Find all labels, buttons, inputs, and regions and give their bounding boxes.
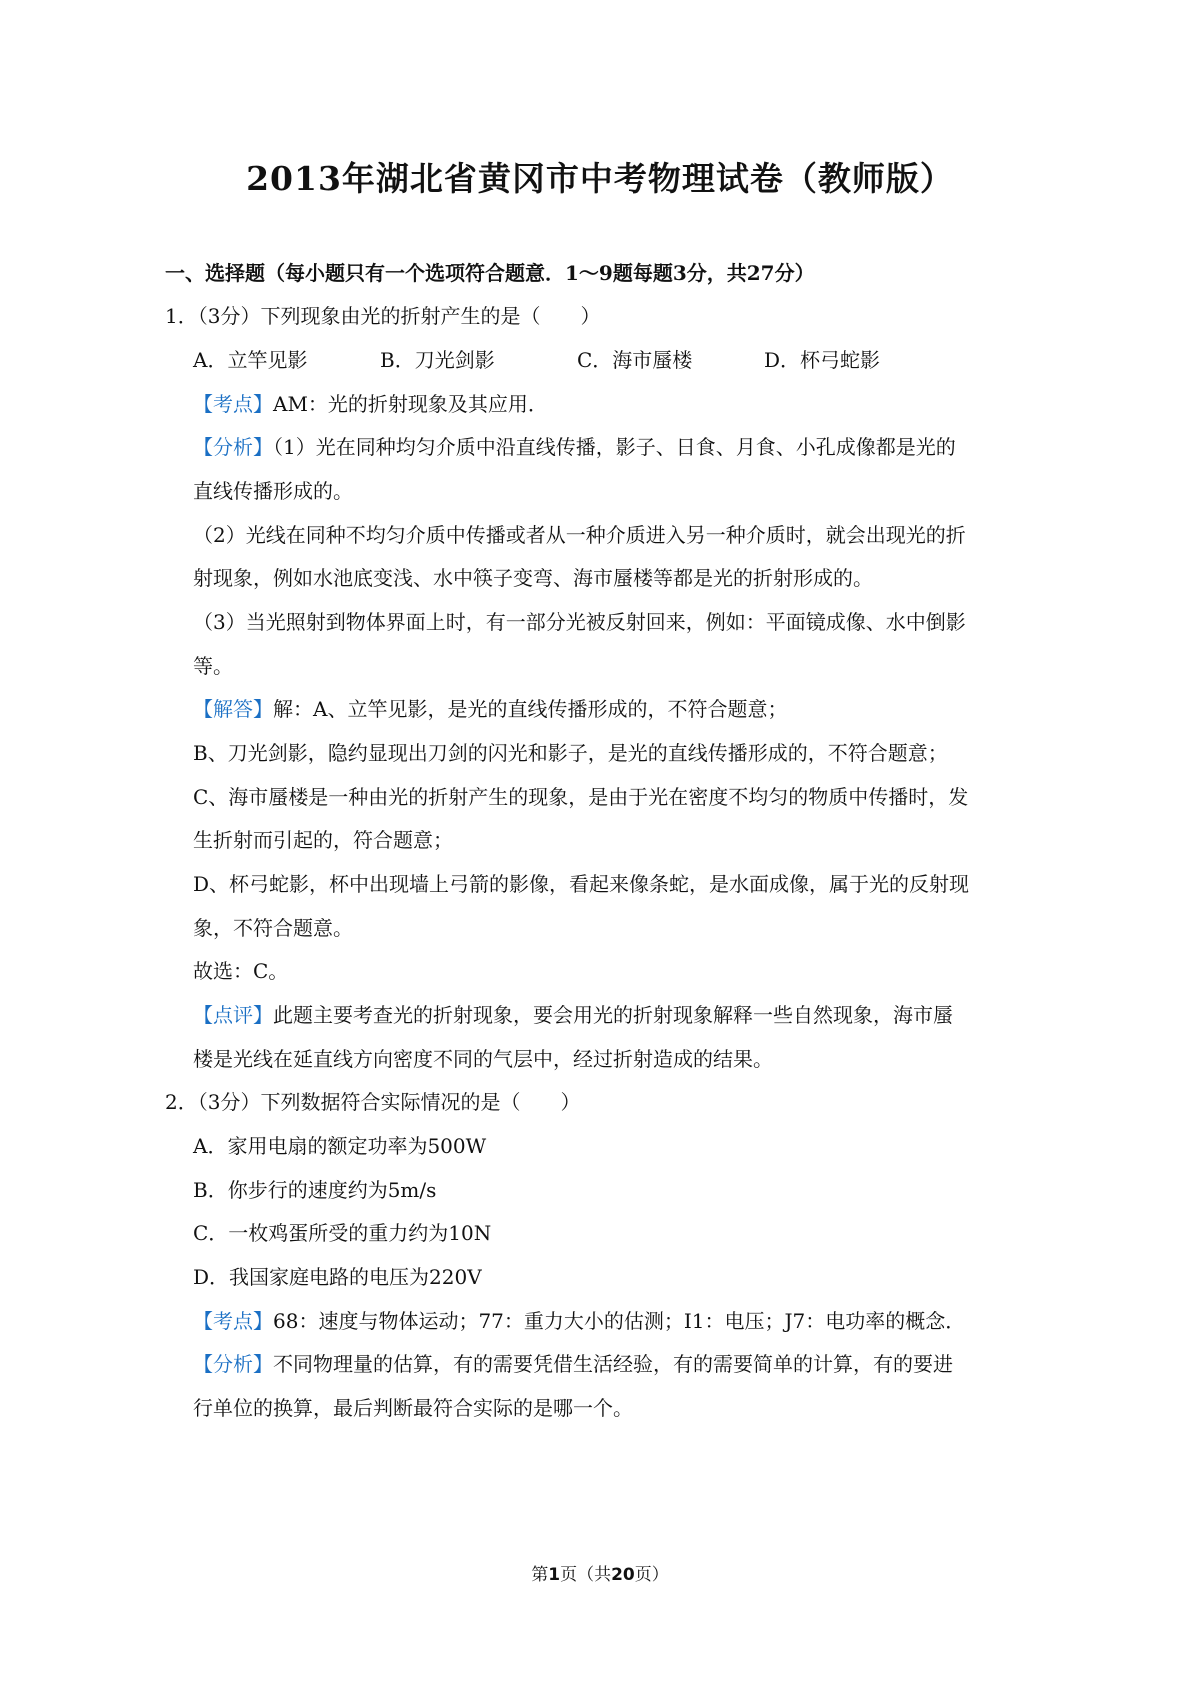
section-heading: 一、选择题（每小题只有一个选项符合题意．1～9题每题3分，共27分） <box>165 261 815 285</box>
fenxi-text: 不同物理量的估算，有的需要凭借生活经验，有的需要简单的计算，有的要进 <box>273 1352 953 1376</box>
fenxi-tag: 【分析】 <box>193 1352 273 1376</box>
q2-option-d: D．我国家庭电路的电压为220V <box>193 1265 482 1289</box>
kaodian-text: AM：光的折射现象及其应用． <box>273 392 548 416</box>
footer-page-number: 1 <box>548 1565 561 1585</box>
question-1-stem: 1．（3分）下列现象由光的折射产生的是（ ） <box>165 304 601 328</box>
q1-jieda-line-6: 象，不符合题意。 <box>193 916 353 940</box>
q2-option-a: A．家用电扇的额定功率为500W <box>193 1134 487 1158</box>
q1-dianping-line-1 <box>193 1005 953 1025</box>
question-2-stem: 2．（3分）下列数据符合实际情况的是（ ） <box>165 1090 581 1114</box>
q1-fenxi-line-2: 直线传播形成的。 <box>193 479 353 503</box>
q1-option-d: D．杯弓蛇影 <box>764 348 881 372</box>
q1-option-c: C．海市蜃楼 <box>577 348 693 372</box>
kaodian-tag: 【考点】 <box>193 392 273 416</box>
fenxi-text: （1）光在同种均匀介质中沿直线传播，影子、日食、月食、小孔成像都是光的 <box>273 435 956 459</box>
q1-dianping-line-2: 楼是光线在延直线方向密度不同的气层中，经过折射造成的结果。 <box>193 1047 773 1071</box>
dianping-text: 此题主要考查光的折射现象，要会用光的折射现象解释一些自然现象，海市蜃 <box>273 1003 953 1027</box>
q1-fenxi-line-4: 射现象，例如水池底变浅、水中筷子变弯、海市蜃楼等都是光的折射形成的。 <box>193 566 873 590</box>
page-footer <box>0 1560 1200 1585</box>
q1-kaodian <box>193 394 548 414</box>
footer-total-pages: 20 <box>611 1565 635 1585</box>
q2-kaodian <box>193 1311 965 1331</box>
footer-prefix: 第 <box>531 1565 549 1585</box>
q1-fenxi-line-6: 等。 <box>193 654 233 678</box>
jieda-text: 解：A、立竿见影，是光的直线传播形成的，不符合题意； <box>273 697 788 721</box>
q1-option-a: A．立竿见影 <box>193 348 308 372</box>
page-title: 2013年湖北省黄冈市中考物理试卷（教师版） <box>246 159 954 198</box>
footer-suffix: 页） <box>634 1565 669 1585</box>
q2-option-c: C．一枚鸡蛋所受的重力约为10N <box>193 1221 492 1245</box>
q2-option-b: B．你步行的速度约为5m/s <box>193 1178 437 1202</box>
fenxi-tag: 【分析】 <box>193 435 273 459</box>
q1-jieda-line-7: 故选：C。 <box>193 959 289 983</box>
q2-fenxi-line-2: 行单位的换算，最后判断最符合实际的是哪一个。 <box>193 1396 633 1420</box>
q1-jieda-line-2: B、刀光剑影，隐约显现出刀剑的闪光和影子，是光的直线传播形成的，不符合题意； <box>193 741 948 765</box>
kaodian-tag: 【考点】 <box>193 1309 273 1333</box>
footer-middle: 页（共 <box>560 1565 612 1585</box>
q1-option-b: B．刀光剑影 <box>380 348 495 372</box>
kaodian-text: 68：速度与物体运动；77：重力大小的估测；I1：电压；J7：电功率的概念． <box>273 1309 966 1333</box>
q2-fenxi-line-1 <box>193 1354 953 1374</box>
q1-jieda-line-4: 生折射而引起的，符合题意； <box>193 828 453 852</box>
jieda-tag: 【解答】 <box>193 697 273 721</box>
q1-fenxi-line-1 <box>193 437 956 457</box>
q1-jieda-line-3: C、海市蜃楼是一种由光的折射产生的现象，是由于光在密度不均匀的物质中传播时，发 <box>193 785 969 809</box>
q1-fenxi-line-3: （2）光线在同种不均匀介质中传播或者从一种介质进入另一种介质时，就会出现光的折 <box>193 523 966 547</box>
q1-jieda-line-1 <box>193 699 787 719</box>
q1-fenxi-line-5: （3）当光照射到物体界面上时，有一部分光被反射回来，例如：平面镜成像、水中倒影 <box>193 610 966 634</box>
dianping-tag: 【点评】 <box>193 1003 273 1027</box>
q1-jieda-line-5: D、杯弓蛇影，杯中出现墙上弓箭的影像，看起来像条蛇，是水面成像，属于光的反射现 <box>193 872 970 896</box>
